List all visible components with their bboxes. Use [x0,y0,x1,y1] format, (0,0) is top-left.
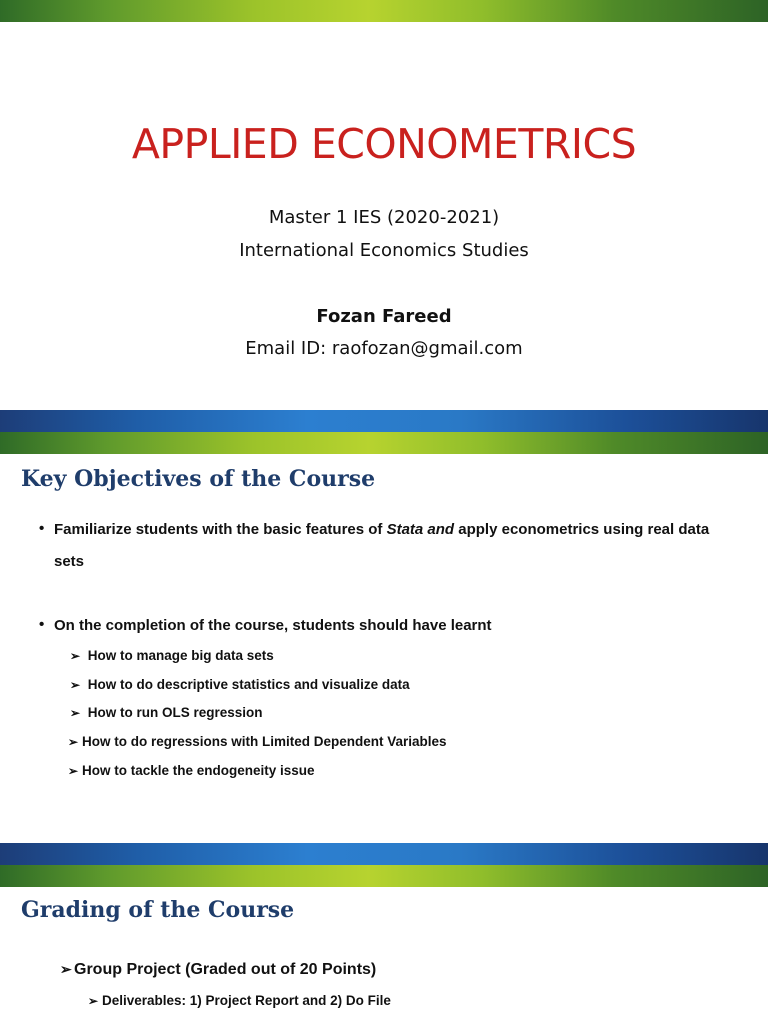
author-name: Fozan Fareed [316,306,452,327]
divider-green-band [0,865,768,887]
arrow-bullet-icon: ➢ [68,764,79,778]
divider-blue-band [0,843,768,865]
sub-item-text: How to do regressions with Limited Dependent Variables [82,734,447,749]
sub-item-text: How to run OLS regression [87,705,263,720]
sub-item [70,648,274,663]
grading-item-text: Group Project (Graded out of 20 Points) [74,961,377,978]
arrow-bullet-icon: ➢ [60,961,72,977]
bullet-marker: • [39,616,45,633]
author-email: Email ID: raofozan@gmail.com [245,338,523,359]
bullet1-text-start: Familiarize students with the basic features of [54,521,387,538]
arrow-bullet-icon: ➢ [70,678,81,692]
objective-bullet-1-line2: sets [54,553,85,570]
grading-item [60,961,376,979]
bullet1-italic-text: Stata and [386,521,455,538]
program-line: Master 1 IES (2020-2021) [268,207,500,228]
bullet1-text-end: apply econometrics using real data [454,521,710,538]
sub-item-text: How to manage big data sets [87,648,274,663]
objectives-heading: Key Objectives of the Course [21,466,376,492]
sub-item [70,677,410,692]
sub-item-text: How to do descriptive statistics and visualize data [87,677,410,692]
arrow-bullet-icon: ➢ [70,649,81,663]
program-full-line: International Economics Studies [239,240,529,261]
presentation-title: APPLIED ECONOMETRICS [131,120,637,168]
bullet-marker: • [39,520,45,537]
top-green-band [0,0,768,22]
grading-sub-item [88,993,391,1008]
sub-item [68,763,315,778]
arrow-bullet-icon: ➢ [68,735,79,749]
grading-slide [0,887,768,1024]
grading-sub-item-text: Deliverables: 1) Project Report and 2) Do File [102,993,391,1008]
grading-heading: Grading of the Course [21,897,295,923]
arrow-bullet-icon: ➢ [88,994,99,1008]
sub-item [68,734,447,749]
sub-item [70,705,263,720]
divider-blue-band [0,410,768,432]
sub-item-text: How to tackle the endogeneity issue [82,763,315,778]
title-slide [0,22,768,408]
arrow-bullet-icon: ➢ [70,706,81,720]
objectives-slide [0,454,768,814]
objective-bullet-1 [54,514,754,546]
divider-green-band [0,432,768,454]
objective-bullet-2: On the completion of the course, students should have learnt [54,617,492,634]
